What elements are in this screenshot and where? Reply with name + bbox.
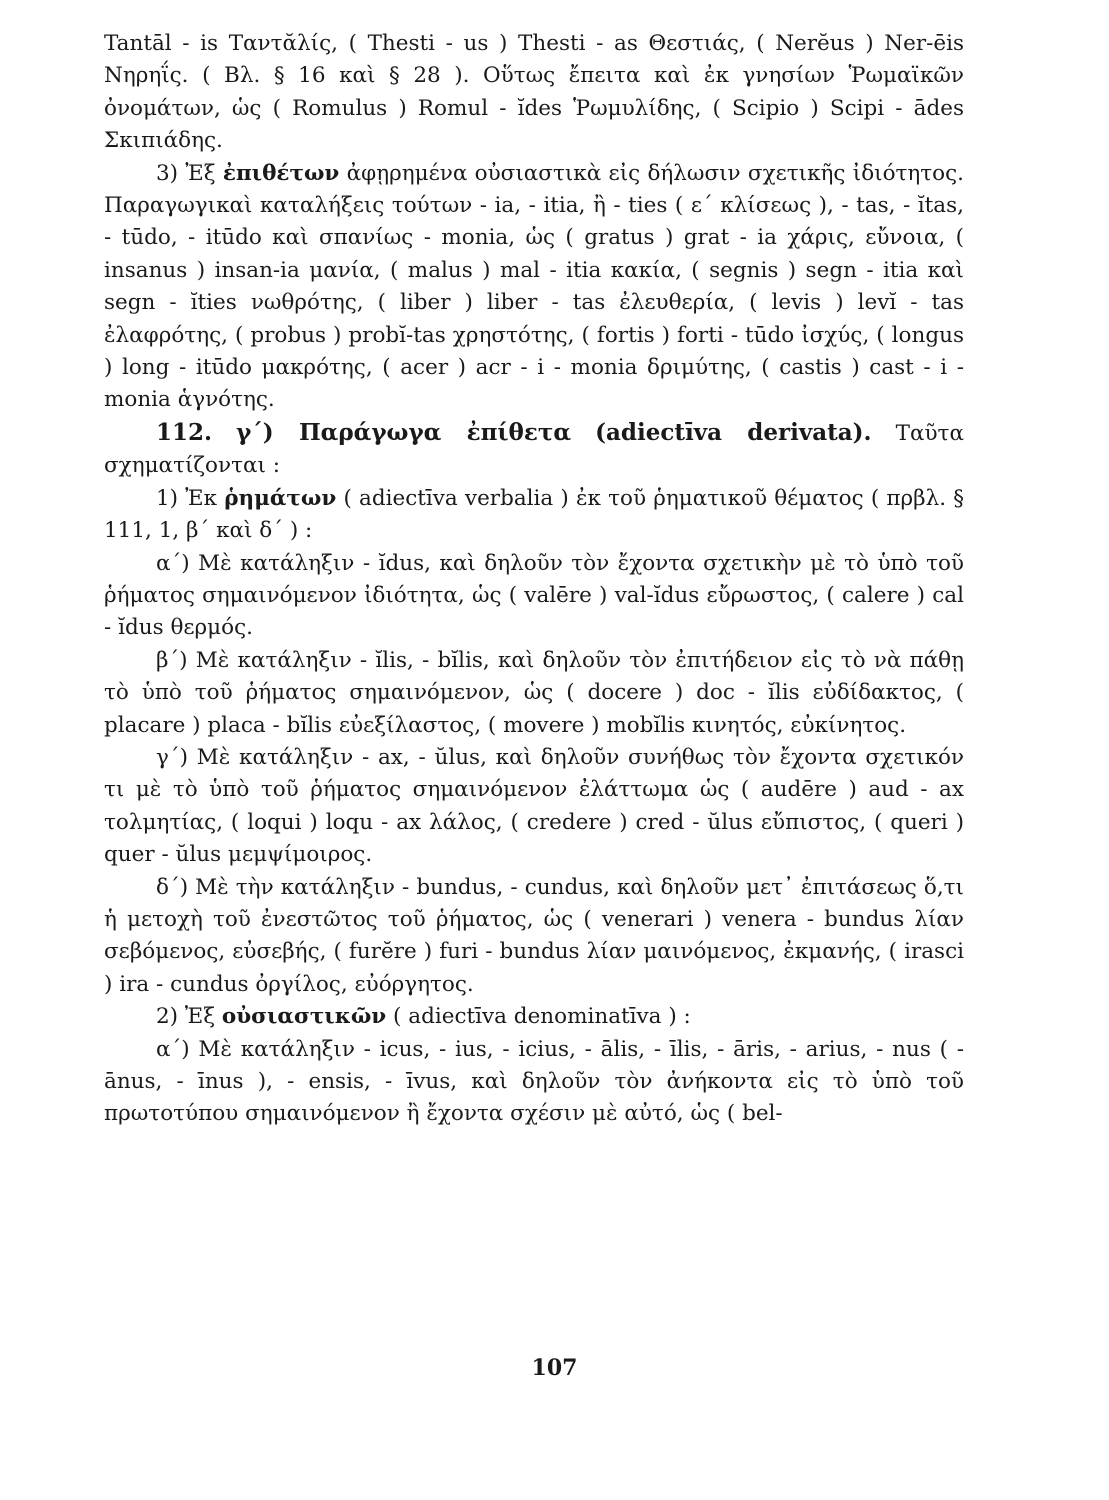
page-number: 107 xyxy=(531,1355,578,1381)
paragraph-ending-icus: α΄) Μὲ κατάληξιν - icus, - ius, - icius, - ālis, - īlis, - āris, - arius, - nus ( - ānus, - īnus ), - ensis, - īvus, καὶ δηλοῦν τὸν ἀνήκοντα εἰς τὸ ὑπὸ τοῦ πρωτοτύπου σημαινόμενον ἢ ἔχοντα σχέσιν μὲ αὐτό, ὡς ( bel- xyxy=(104,1036,964,1127)
term-nouns: οὐσιαστικῶν xyxy=(221,1004,387,1030)
paragraph-ending-ilis: β΄) Μὲ κατάληξιν - ĭlis, - bĭlis, καὶ δηλοῦν τὸν ἐπιτήδειον εἰς τὸ νὰ πάθῃ τὸ ὑπὸ τοῦ ῥήματος σημαινόμενον, ὡς ( docere ) doc - ĭlis εὐδίδακτος, ( placare ) placa - bĭlis εὐεξίλαστος, ( movere ) mobĭlis κινητός, εὐκίνητος. xyxy=(104,647,964,738)
paragraph-lead: 2) Ἐξ xyxy=(156,1004,222,1030)
page-body xyxy=(104,28,964,1131)
paragraph-denominative-adjectives xyxy=(104,1001,964,1033)
section-number: 112. xyxy=(156,418,213,446)
paragraph-derived-names: Tantāl - is Ταντᾰλίς, ( Thesti - us ) Thesti - as Θεστιάς, ( Nerĕus ) Ner-ēis Νηρηΐς. ( Βλ. § 16 καὶ § 28 ). Οὕτως ἔπειτα καὶ ἐκ γνησίων Ῥωμαϊκῶν ὀνομάτων, ὡς ( Romulus ) Romul - ĭdes Ῥωμυλίδης, ( Scipio ) Scipi - ādes Σκιπιάδης. xyxy=(104,31,964,154)
section-title: γ΄) Παράγωγα ἐπίθετα xyxy=(236,418,572,446)
paragraph-verbal-adjectives xyxy=(104,483,964,548)
paragraph-ending-bundus: δ΄) Μὲ τὴν κατάληξιν - bundus, - cundus, καὶ δηλοῦν μετ᾿ ἐπιτάσεως ὅ,τι ἡ μετοχὴ τοῦ ἐνεστῶτος τοῦ ῥήματος, ὡς ( venerari ) venera - bundus λίαν σεβόμενος, εὐσεβής, ( furĕre ) furi - bundus λίαν μαινόμενος, ἐκμανής, ( irasci ) ira - cundus ὀργίλος, εὐόργητος. xyxy=(104,874,964,997)
term-epithets: ἐπιθέτων xyxy=(222,160,340,186)
term-verbs: ῥημάτων xyxy=(224,485,337,511)
paragraph-text: ( adiectīva denominatīva ) : xyxy=(386,1004,691,1030)
paragraph-lead: 1) Ἐκ xyxy=(156,485,225,511)
paragraph-text: ( adiectīva verbalia ) ἐκ τοῦ ῥηματικοῦ θέματος ( πρβλ. § 111, 1, β΄ καὶ δ΄ ) : xyxy=(104,485,964,544)
section-intro: Ταῦτα σχηματίζονται : xyxy=(104,420,964,479)
paragraph-lead: 3) Ἐξ xyxy=(156,160,223,186)
paragraph-text: ἀφῃρημένα οὐσιαστικὰ εἰς δήλωσιν σχετικῆς ἰδιότητος. Παραγωγικαὶ καταλήξεις τούτων - ia, - itia, ἢ - ties ( ε΄ κλίσεως ), - tas, - ĭtas, - tūdo, - itūdo καὶ σπανίως - monia, ὡς ( gratus ) grat - ia χάρις, εὔνοια, ( insanus ) insan-ia μανία, ( malus ) mal - itia κακία, ( segnis ) segn - itia καὶ segn - ĭties νωθρότης, ( liber ) liber - tas ἐλευθερία, ( levis ) levĭ - tas ἐλαφρότης, ( probus ) probĭ-tas χρηστότης, ( fortis ) forti - tūdo ἰσχύς, ( longus ) long - itūdo μακρότης, ( acer ) acr - i - monia δριμύτης, ( castis ) cast - i - monia ἁγνότης. xyxy=(104,160,965,413)
paragraph-ending-ax: γ΄) Μὲ κατάληξιν - ax, - ŭlus, καὶ δηλοῦν συνήθως τὸν ἔχοντα σχετικόν τι μὲ τὸ ὑπὸ τοῦ ῥήματος σημαινόμενον ἐλάττωμα ὡς ( audēre ) aud - ax τολμητίας, ( loqui ) loqu - ax λάλος, ( credere ) cred - ŭlus εὔπιστος, ( queri ) quer - ŭlus μεμψίμοιρος. xyxy=(104,744,964,868)
paragraph-ending-idus: α΄) Μὲ κατάληξιν - ĭdus, καὶ δηλοῦν τὸν ἔχοντα σχετικὴν μὲ τὸ ὑπὸ τοῦ ῥήματος σημαινόμενον ἰδιότητα, ὡς ( valēre ) val-ĭdus εὔρωστος, ( calere ) cal - ĭdus θερμός. xyxy=(104,550,964,641)
section-latin-title: (adiectīva derivata). xyxy=(595,418,872,446)
paragraph-abstract-nouns xyxy=(104,158,964,417)
section-heading-112 xyxy=(104,417,964,483)
